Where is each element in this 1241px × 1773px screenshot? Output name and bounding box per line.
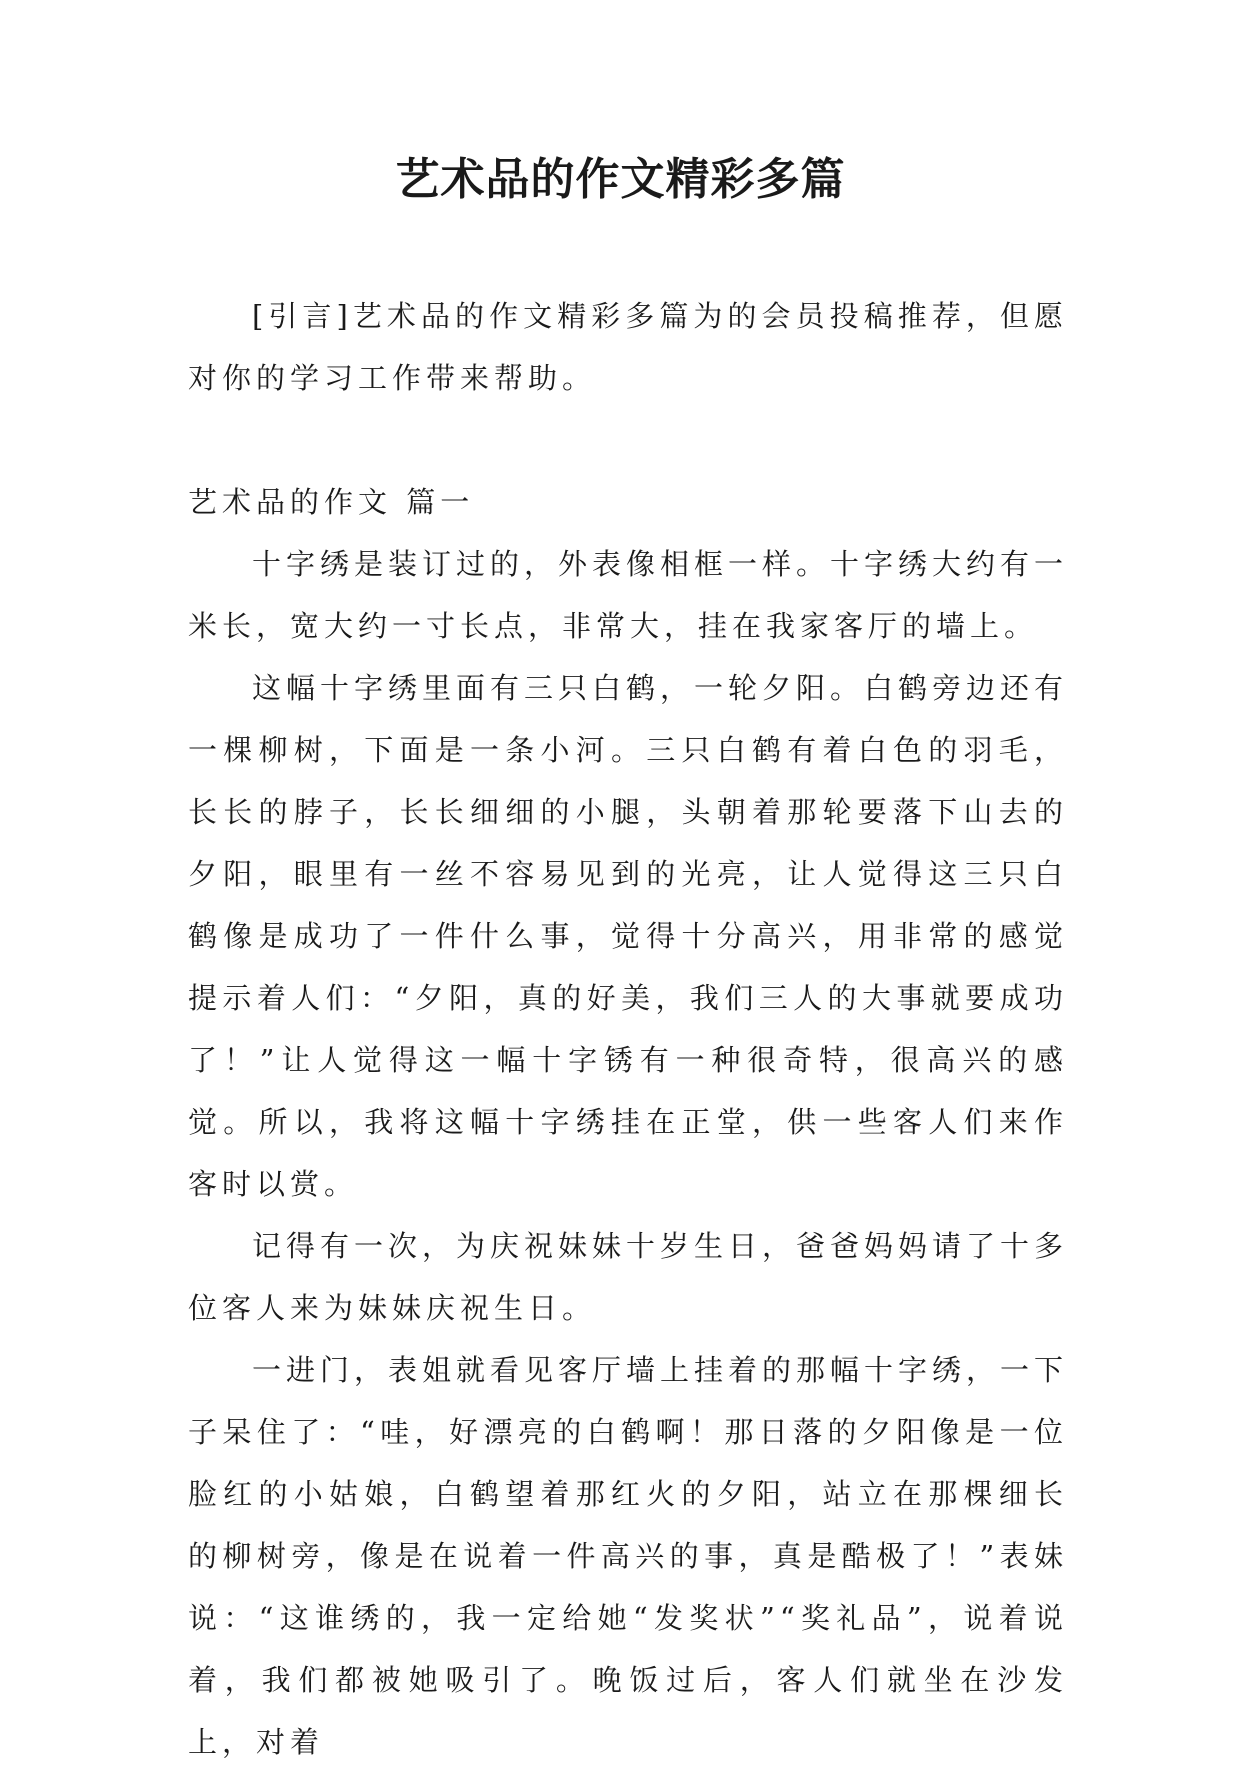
body-paragraph: 这幅十字绣里面有三只白鹤，一轮夕阳。白鹤旁边还有一棵柳树，下面是一条小河。三只白鹤有着白色的羽毛，长长的脖子，长长细细的小腿，头朝着那轮要落下山去的夕阳，眼里有一丝不容易见到的光亮，让人觉得这三只白鹤像是成功了一件什么事，觉得十分高兴，用非常的感觉提示着人们：“夕阳，真的好美，我们三人的大事就要成功了！”让人觉得这一幅十字锈有一种很奇特，很高兴的感觉。所以，我将这幅十字绣挂在正堂，供一些客人们来作客时以赏。 xyxy=(188,671,1069,1201)
section-heading: 艺术品的作文 篇一 xyxy=(188,485,475,519)
intro-paragraph: [引言]艺术品的作文精彩多篇为的会员投稿推荐，但愿对你的学习工作带来帮助。 xyxy=(188,299,1068,395)
body-paragraph: 十字绣是装订过的，外表像相框一样。十字绣大约有一米长，宽大约一寸长点，非常大，挂在我家客厅的墙上。 xyxy=(188,547,1069,643)
document-body xyxy=(188,285,1068,1773)
document-title: 艺术品的作文精彩多篇 xyxy=(395,154,846,205)
spacer xyxy=(188,409,1068,471)
body-paragraph: 记得有一次，为庆祝妹妹十岁生日，爸爸妈妈请了十多位客人来为妹妹庆祝生日。 xyxy=(188,1229,1069,1325)
body-paragraph: 一进门，表姐就看见客厅墙上挂着的那幅十字绣，一下子呆住了：“哇，好漂亮的白鹤啊！那日落的夕阳像是一位脸红的小姑娘，白鹤望着那红火的夕阳，站立在那棵细长的柳树旁，像是在说着一件高兴的事，真是酷极了！”表妹说：“这谁绣的，我一定给她“发奖状”“奖礼品”，说着说着，我们都被她吸引了。晚饭过后，客人们就坐在沙发上，对着 xyxy=(188,1353,1069,1759)
